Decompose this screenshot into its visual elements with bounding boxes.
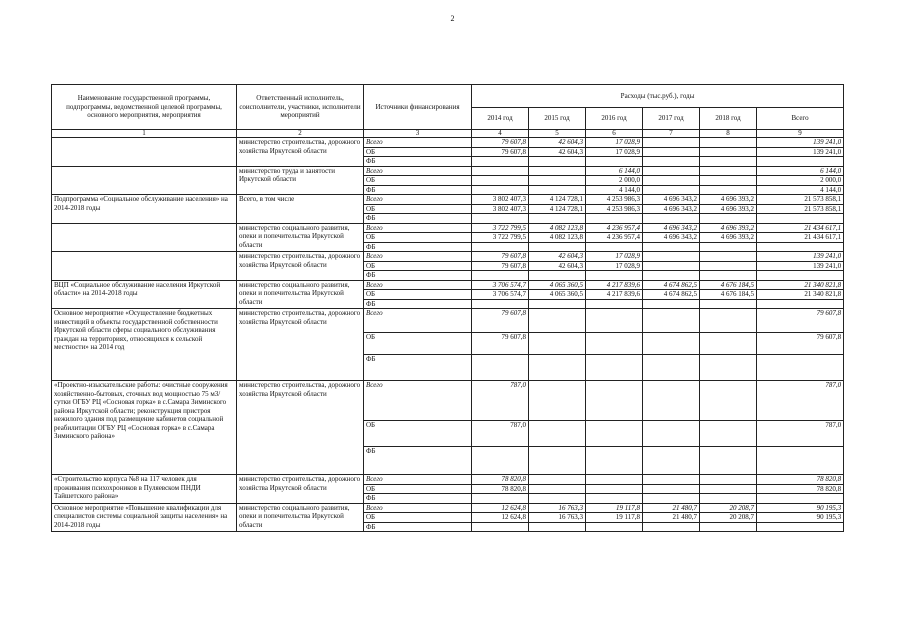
- row-value: [643, 166, 700, 176]
- table-row: [52, 166, 844, 176]
- row-value: 3 706 574,7: [472, 290, 529, 300]
- row-value: [586, 494, 643, 504]
- row-value: [586, 421, 643, 447]
- row-value: [757, 355, 844, 381]
- row-value: [757, 271, 844, 281]
- row-value: 139 241,0: [757, 252, 844, 262]
- row-name: [52, 166, 237, 195]
- row-source: ОБ: [364, 176, 472, 186]
- row-value: [529, 157, 586, 167]
- row-value: 4 674 862,5: [643, 280, 700, 290]
- row-value: 3 722 799,5: [472, 233, 529, 243]
- table-row: [52, 138, 844, 148]
- row-source: Всего: [364, 280, 472, 290]
- column-number: 8: [700, 130, 757, 138]
- row-source: ФБ: [364, 185, 472, 195]
- row-name: [52, 252, 237, 281]
- row-value: [643, 381, 700, 421]
- table-row: [52, 195, 844, 205]
- row-value: [643, 242, 700, 252]
- row-name: Основное мероприятие «Осуществление бюджетных инвестиций в объекты государственной собственности Иркутской области сферы социального обслуживания граждан на территориях, относящихся к сельской местности» на 2014 год: [52, 309, 237, 381]
- row-value: 3 802 407,3: [472, 204, 529, 214]
- row-name: [52, 138, 237, 167]
- row-value: 20 208,7: [700, 513, 757, 523]
- row-value: [700, 381, 757, 421]
- row-value: [757, 494, 844, 504]
- row-value: 4 144,0: [757, 185, 844, 195]
- row-value: [700, 185, 757, 195]
- row-value: [700, 421, 757, 447]
- row-executor: министерство социального развития, опеки и попечительства Иркутской области: [237, 503, 364, 532]
- row-value: [700, 176, 757, 186]
- row-executor: министерство труда и занятости Иркутской области: [237, 166, 364, 195]
- row-value: [586, 333, 643, 355]
- row-value: 4 696 393,2: [700, 195, 757, 205]
- row-value: [700, 157, 757, 167]
- row-value: 3 706 574,7: [472, 280, 529, 290]
- row-value: [700, 494, 757, 504]
- table-row: [52, 252, 844, 262]
- row-value: [472, 355, 529, 381]
- header-year: 2015 год: [529, 108, 586, 130]
- row-value: [757, 447, 844, 475]
- row-value: [586, 475, 643, 485]
- row-source: ФБ: [364, 157, 472, 167]
- row-value: 4 253 986,3: [586, 195, 643, 205]
- row-value: 12 624,8: [472, 503, 529, 513]
- row-source: ОБ: [364, 513, 472, 523]
- row-value: 4 217 839,6: [586, 280, 643, 290]
- row-source: ФБ: [364, 494, 472, 504]
- table-row: [52, 223, 844, 233]
- row-value: [700, 138, 757, 148]
- row-value: 79 607,8: [757, 309, 844, 333]
- column-number: 2: [237, 130, 364, 138]
- row-value: [643, 157, 700, 167]
- row-value: [529, 421, 586, 447]
- row-value: 42 604,3: [529, 138, 586, 148]
- row-value: [586, 381, 643, 421]
- header-year: 2014 год: [472, 108, 529, 130]
- header-year: Всего: [757, 108, 844, 130]
- row-value: 12 624,8: [472, 513, 529, 523]
- row-value: 787,0: [757, 381, 844, 421]
- row-source: ФБ: [364, 214, 472, 224]
- row-value: 20 208,7: [700, 503, 757, 513]
- row-value: 4 236 957,4: [586, 233, 643, 243]
- row-value: [643, 522, 700, 532]
- row-value: [700, 447, 757, 475]
- row-value: [529, 166, 586, 176]
- row-executor: министерство строительства, дорожного хозяйства Иркутской области: [237, 475, 364, 504]
- row-value: 3 722 799,5: [472, 223, 529, 233]
- row-value: [643, 185, 700, 195]
- row-value: 4 696 393,2: [700, 233, 757, 243]
- row-value: [529, 242, 586, 252]
- row-value: [472, 447, 529, 475]
- row-value: 17 028,9: [586, 252, 643, 262]
- column-number: 7: [643, 130, 700, 138]
- row-value: [529, 333, 586, 355]
- row-value: [472, 166, 529, 176]
- row-value: 78 820,8: [757, 484, 844, 494]
- row-source: ОБ: [364, 233, 472, 243]
- row-executor: министерство социального развития, опеки и попечительства Иркутской области: [237, 223, 364, 252]
- row-value: [529, 475, 586, 485]
- row-value: [586, 157, 643, 167]
- row-value: 78 820,8: [472, 484, 529, 494]
- row-name: Подпрограмма «Социальное обслуживание населения» на 2014-2018 годы: [52, 195, 237, 224]
- row-value: [700, 261, 757, 271]
- row-executor: Всего, в том числе: [237, 195, 364, 224]
- row-value: 19 117,8: [586, 513, 643, 523]
- row-value: 19 117,8: [586, 503, 643, 513]
- row-value: [700, 242, 757, 252]
- row-value: 79 607,8: [757, 333, 844, 355]
- row-value: [700, 475, 757, 485]
- row-value: 42 604,3: [529, 261, 586, 271]
- column-number: 3: [364, 130, 472, 138]
- row-value: 17 028,9: [586, 261, 643, 271]
- column-number: 1: [52, 130, 237, 138]
- row-value: 139 241,0: [757, 261, 844, 271]
- row-executor: министерство строительства, дорожного хозяйства Иркутской области: [237, 309, 364, 381]
- row-value: [643, 475, 700, 485]
- row-value: 42 604,3: [529, 147, 586, 157]
- row-source: Всего: [364, 138, 472, 148]
- row-value: [643, 252, 700, 262]
- row-value: [757, 299, 844, 309]
- row-value: 787,0: [472, 421, 529, 447]
- row-value: [700, 214, 757, 224]
- row-value: 79 607,8: [472, 333, 529, 355]
- row-value: [529, 271, 586, 281]
- row-value: [700, 484, 757, 494]
- row-value: [700, 252, 757, 262]
- header-year: 2017 год: [643, 108, 700, 130]
- row-value: 17 028,9: [586, 138, 643, 148]
- row-executor: министерство строительства, дорожного хозяйства Иркутской области: [237, 381, 364, 475]
- row-value: 3 802 407,3: [472, 195, 529, 205]
- row-value: 21 480,7: [643, 503, 700, 513]
- row-value: 21 340 821,8: [757, 290, 844, 300]
- row-value: [643, 299, 700, 309]
- row-source: ФБ: [364, 242, 472, 252]
- row-value: [586, 242, 643, 252]
- row-value: [757, 214, 844, 224]
- row-value: [643, 484, 700, 494]
- row-name: «Строительство корпуса №8 на 117 человек для проживания психохроников в Пуляевском ПНДИ Тайшетского района»: [52, 475, 237, 504]
- row-value: 4 082 123,8: [529, 223, 586, 233]
- row-value: [529, 484, 586, 494]
- row-value: [586, 447, 643, 475]
- row-value: [643, 494, 700, 504]
- row-value: 79 607,8: [472, 309, 529, 333]
- header-expenses: Расходы (тыс.руб.), годы: [472, 85, 844, 108]
- row-value: [472, 271, 529, 281]
- row-source: ФБ: [364, 355, 472, 381]
- row-value: 78 820,8: [472, 475, 529, 485]
- row-value: [643, 355, 700, 381]
- row-executor: министерство строительства, дорожного хозяйства Иркутской области: [237, 138, 364, 167]
- row-source: ОБ: [364, 484, 472, 494]
- row-value: 4 696 393,2: [700, 204, 757, 214]
- page-number: 2: [450, 14, 455, 23]
- row-source: Всего: [364, 475, 472, 485]
- row-value: 16 763,3: [529, 503, 586, 513]
- row-value: [529, 176, 586, 186]
- row-value: 4 253 986,3: [586, 204, 643, 214]
- row-value: 79 607,8: [472, 138, 529, 148]
- table-row: [52, 381, 844, 421]
- row-value: 4 065 360,5: [529, 280, 586, 290]
- row-name: [52, 223, 237, 252]
- row-value: [529, 214, 586, 224]
- row-value: 4 065 360,5: [529, 290, 586, 300]
- row-value: [643, 421, 700, 447]
- row-value: [643, 261, 700, 271]
- row-source: Всего: [364, 195, 472, 205]
- row-value: [472, 176, 529, 186]
- row-value: [472, 242, 529, 252]
- row-value: 4 124 728,1: [529, 195, 586, 205]
- column-number: 6: [586, 130, 643, 138]
- row-value: 42 604,3: [529, 252, 586, 262]
- row-value: [586, 309, 643, 333]
- row-value: [643, 214, 700, 224]
- row-value: 4 696 393,2: [700, 223, 757, 233]
- row-value: 90 195,3: [757, 513, 844, 523]
- row-value: 4 696 343,2: [643, 195, 700, 205]
- row-value: 787,0: [757, 421, 844, 447]
- header-year: 2018 год: [700, 108, 757, 130]
- row-value: [586, 214, 643, 224]
- row-value: [700, 147, 757, 157]
- row-source: ОБ: [364, 204, 472, 214]
- column-number: 9: [757, 130, 844, 138]
- row-value: [529, 355, 586, 381]
- row-value: [757, 242, 844, 252]
- row-value: [700, 299, 757, 309]
- row-value: 21 480,7: [643, 513, 700, 523]
- row-value: 2 000,0: [757, 176, 844, 186]
- row-value: [643, 271, 700, 281]
- row-value: [643, 138, 700, 148]
- row-value: 6 144,0: [586, 166, 643, 176]
- row-source: ОБ: [364, 261, 472, 271]
- row-value: [700, 271, 757, 281]
- row-source: Всего: [364, 252, 472, 262]
- row-source: Всего: [364, 166, 472, 176]
- row-value: 90 195,3: [757, 503, 844, 513]
- row-value: [472, 522, 529, 532]
- row-value: [529, 185, 586, 195]
- row-value: 4 236 957,4: [586, 223, 643, 233]
- table-row: [52, 475, 844, 485]
- row-value: [643, 147, 700, 157]
- budget-table: [51, 84, 844, 532]
- row-value: 79 607,8: [472, 252, 529, 262]
- row-value: 4 124 728,1: [529, 204, 586, 214]
- row-source: Всего: [364, 309, 472, 333]
- row-source: ОБ: [364, 147, 472, 157]
- row-value: 4 082 123,8: [529, 233, 586, 243]
- row-value: [529, 522, 586, 532]
- row-source: ФБ: [364, 299, 472, 309]
- column-number: 5: [529, 130, 586, 138]
- row-source: Всего: [364, 381, 472, 421]
- row-value: 4 696 343,2: [643, 204, 700, 214]
- row-source: ОБ: [364, 421, 472, 447]
- row-value: [700, 333, 757, 355]
- row-value: [757, 522, 844, 532]
- row-value: [643, 447, 700, 475]
- row-value: [472, 185, 529, 195]
- row-value: 17 028,9: [586, 147, 643, 157]
- row-source: ФБ: [364, 447, 472, 475]
- row-value: 4 696 343,2: [643, 223, 700, 233]
- header-year: 2016 год: [586, 108, 643, 130]
- column-number: 4: [472, 130, 529, 138]
- table-row: [52, 503, 844, 513]
- row-value: 79 607,8: [472, 261, 529, 271]
- row-value: 16 763,3: [529, 513, 586, 523]
- row-value: 79 607,8: [472, 147, 529, 157]
- row-source: ФБ: [364, 522, 472, 532]
- row-value: 139 241,0: [757, 138, 844, 148]
- row-value: [586, 271, 643, 281]
- row-value: 21 434 617,1: [757, 223, 844, 233]
- row-value: [529, 299, 586, 309]
- row-value: [529, 447, 586, 475]
- header-executor: Ответственный исполнитель, соисполнители, участники, исполнители мероприятий: [237, 85, 364, 130]
- table-row: [52, 309, 844, 333]
- row-source: ОБ: [364, 333, 472, 355]
- row-value: [700, 522, 757, 532]
- row-name: «Проектно-изыскательские работы: очистные сооружения хозяйственно-бытовых, сточных вод мощностью 75 м3/сутки ОГБУ РЦ «Сосновая горка» в с.Самара Зиминского района Иркутской области; реконструкция пристроя нежилого здания под размещение кабинетов социальной реабилитации ОГБУ РЦ «Сосновая горка» в с.Самара Зиминского района»: [52, 381, 237, 475]
- row-value: [700, 166, 757, 176]
- row-value: [472, 299, 529, 309]
- row-value: 4 144,0: [586, 185, 643, 195]
- row-value: [700, 355, 757, 381]
- row-value: [586, 484, 643, 494]
- row-value: [472, 214, 529, 224]
- row-value: [700, 309, 757, 333]
- row-value: 4 217 839,6: [586, 290, 643, 300]
- row-value: [757, 157, 844, 167]
- table-row: [52, 280, 844, 290]
- row-source: Всего: [364, 223, 472, 233]
- row-value: [643, 309, 700, 333]
- row-value: [586, 299, 643, 309]
- row-value: [529, 381, 586, 421]
- row-value: 21 340 821,8: [757, 280, 844, 290]
- row-value: 787,0: [472, 381, 529, 421]
- row-value: [586, 522, 643, 532]
- row-executor: министерство строительства, дорожного хозяйства Иркутской области: [237, 252, 364, 281]
- row-executor: министерство социального развития, опеки и попечительства Иркутской области: [237, 280, 364, 309]
- row-value: [529, 494, 586, 504]
- row-value: 21 573 858,1: [757, 195, 844, 205]
- row-value: [472, 157, 529, 167]
- row-source: ОБ: [364, 290, 472, 300]
- row-value: 2 000,0: [586, 176, 643, 186]
- row-value: [529, 309, 586, 333]
- row-value: 139 241,0: [757, 147, 844, 157]
- row-name: Основное мероприятие «Повышение квалификации для специалистов системы социальной защиты населения» на 2014-2018 годы: [52, 503, 237, 532]
- row-value: 78 820,8: [757, 475, 844, 485]
- row-value: 21 434 617,1: [757, 233, 844, 243]
- row-source: ФБ: [364, 271, 472, 281]
- row-value: 6 144,0: [757, 166, 844, 176]
- row-value: [643, 333, 700, 355]
- header-name: Наименование государственной программы, подпрограммы, ведомственной целевой программы, основного мероприятия, мероприятия: [52, 85, 237, 130]
- row-value: [586, 355, 643, 381]
- row-value: 4 676 184,5: [700, 290, 757, 300]
- row-value: 21 573 858,1: [757, 204, 844, 214]
- row-value: [643, 176, 700, 186]
- row-value: [472, 494, 529, 504]
- row-value: 4 674 862,5: [643, 290, 700, 300]
- header-source: Источники финансирования: [364, 85, 472, 130]
- row-name: ВЦП «Социальное обслуживание населения Иркутской области» на 2014-2018 годы: [52, 280, 237, 309]
- row-value: 4 696 343,2: [643, 233, 700, 243]
- row-source: Всего: [364, 503, 472, 513]
- row-value: 4 676 184,5: [700, 280, 757, 290]
